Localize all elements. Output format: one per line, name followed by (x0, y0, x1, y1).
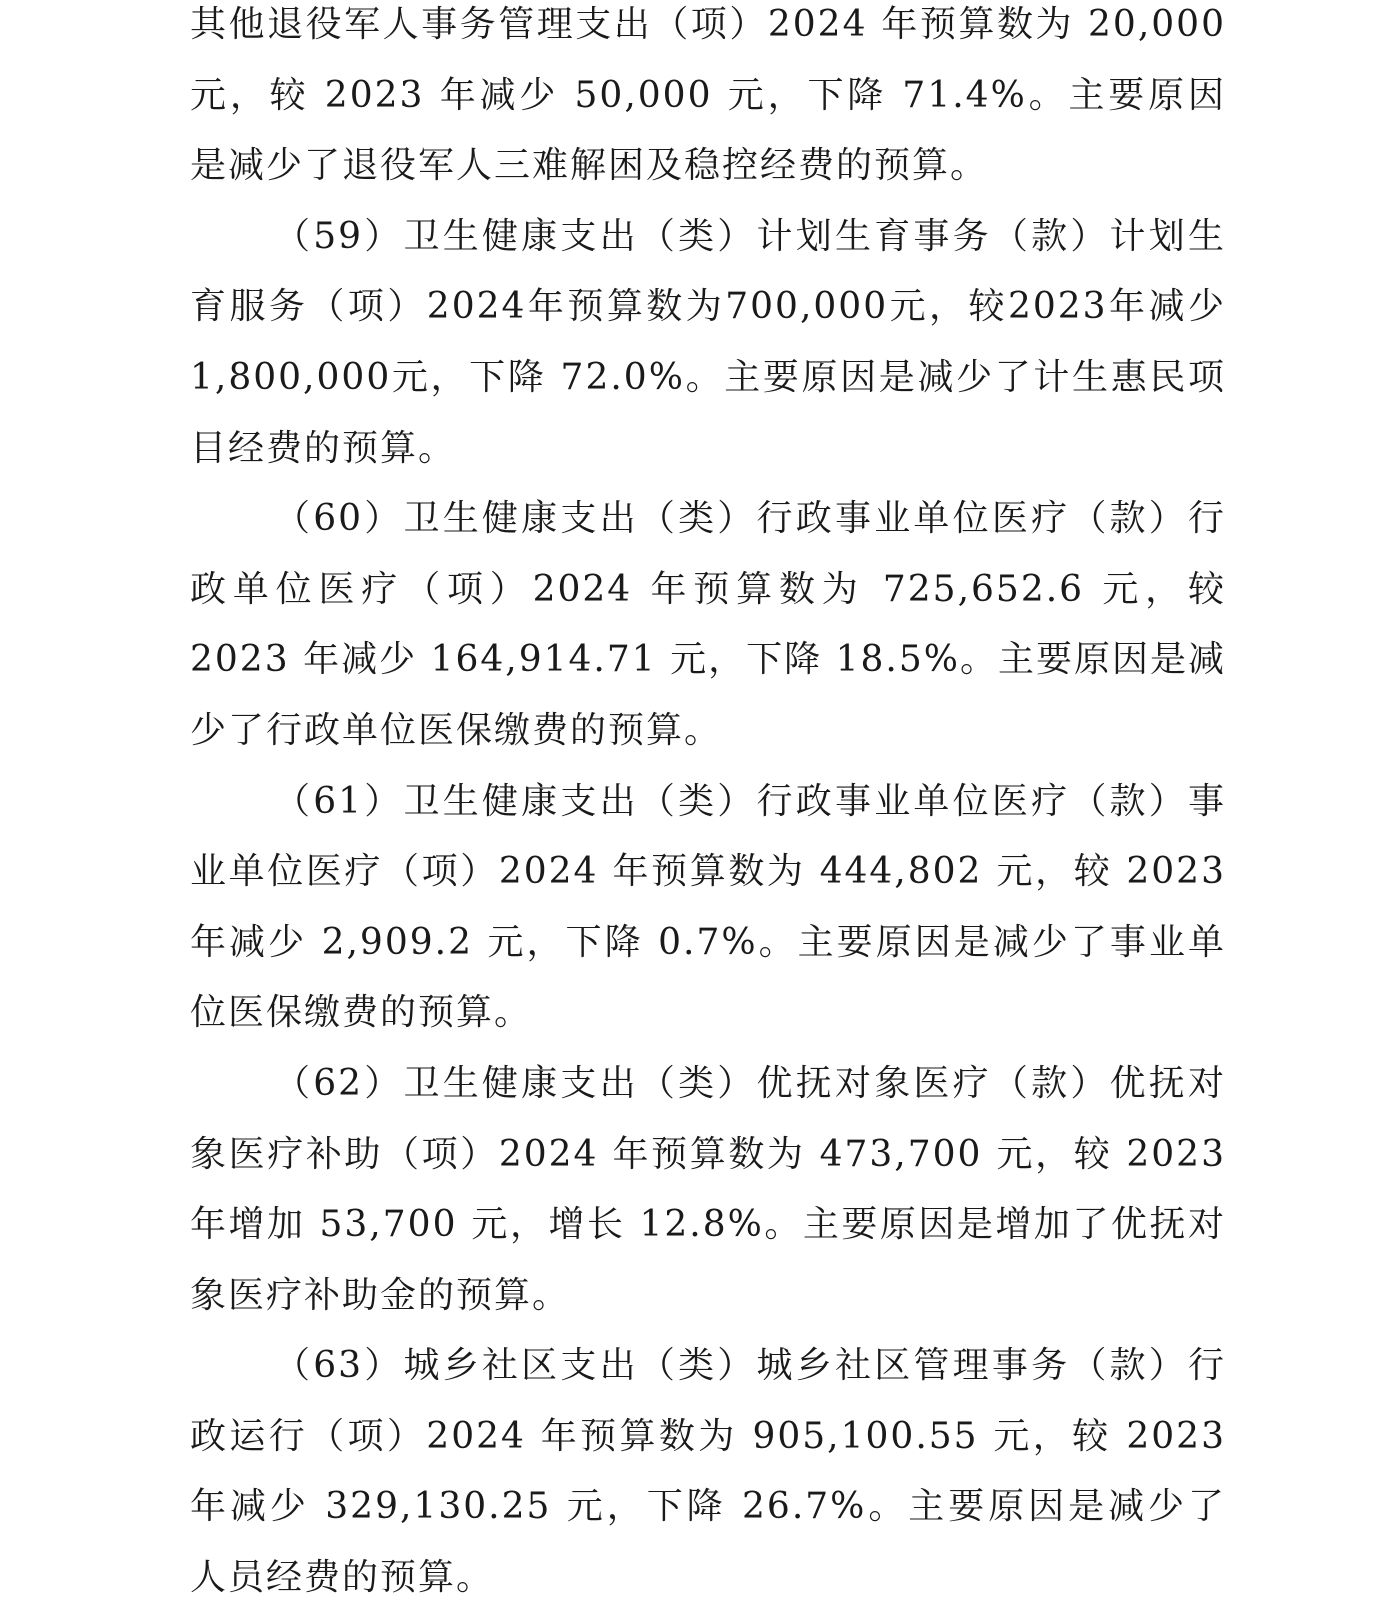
paragraph-62: （62）卫生健康支出（类）优抚对象医疗（款）优抚对象医疗补助（项）2024 年预算数为 473,700 元，较 2023 年增加 53,700 元，增长 12.8%。主要原因是增加了优抚对象医疗补助金的预算。 (190, 1062, 1226, 1316)
paragraph-61: （61）卫生健康支出（类）行政事业单位医疗（款）事业单位医疗（项）2024 年预算数为 444,802 元，较 2023 年减少 2,909.2 元，下降 0.7%。主要原因是减少了事业单位医保缴费的预算。 (190, 780, 1226, 1034)
document-page (190, 0, 1226, 1614)
paragraph-59: （59）卫生健康支出（类）计划生育事务（款）计划生育服务（项）2024年预算数为700,000元，较2023年减少1,800,000元，下降 72.0%。主要原因是减少了计生惠民项目经费的预算。 (190, 215, 1226, 469)
paragraph-60: （60）卫生健康支出（类）行政事业单位医疗（款）行政单位医疗（项）2024 年预算数为 725,652.6 元，较 2023 年减少 164,914.71 元，下降 18.5%。主要原因是减少了行政单位医保缴费的预算。 (190, 498, 1226, 751)
paragraph-58-continued: 其他退役军人事务管理支出（项）2024 年预算数为 20,000 元，较 2023 年减少 50,000 元，下降 71.4%。主要原因是减少了退役军人三难解困及稳控经费的预算。 (190, 4, 1226, 187)
paragraph-63: （63）城乡社区支出（类）城乡社区管理事务（款）行政运行（项）2024 年预算数为 905,100.55 元，较 2023 年减少 329,130.25 元，下降 26.7%。主要原因是减少了人员经费的预算。 (190, 1345, 1226, 1599)
